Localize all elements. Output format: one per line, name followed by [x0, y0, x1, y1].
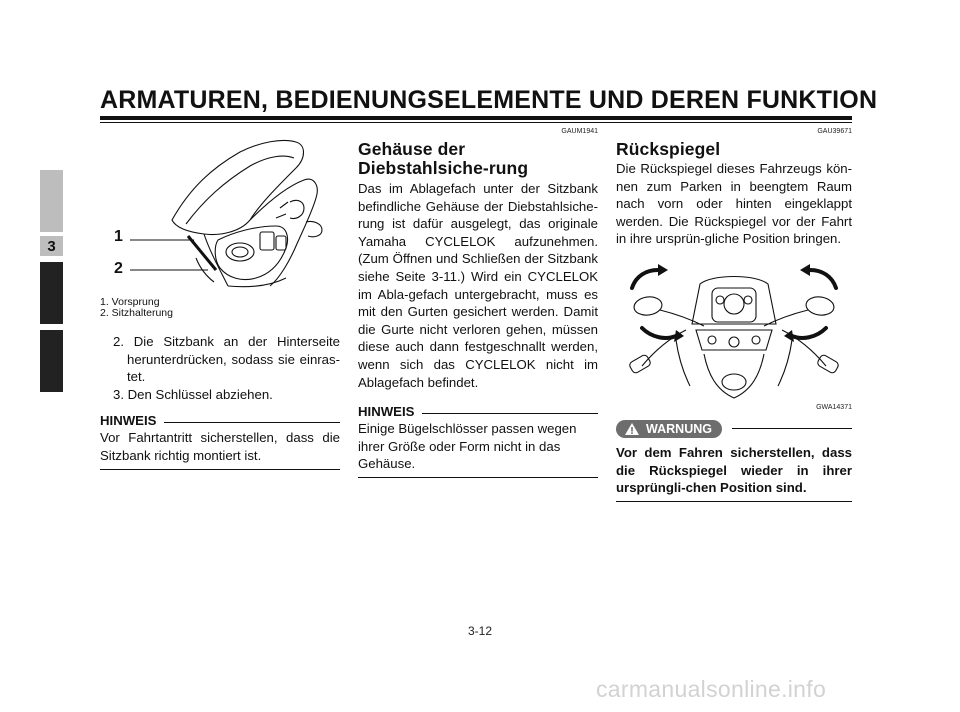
- column-2: [358, 128, 598, 478]
- page-number: 3-12: [467, 624, 493, 638]
- note-heading-row: [358, 403, 598, 420]
- note-box: [358, 403, 598, 478]
- figure-captions: [100, 297, 340, 319]
- callout-label-2: 2: [114, 260, 123, 277]
- mirror-illustration: [616, 254, 852, 402]
- column-3: [616, 128, 852, 502]
- section-code: GAU39671: [817, 128, 852, 135]
- chapter-tab-4: [40, 262, 63, 324]
- section-body: Das im Ablagefach unter der Sitzbank befindliche Gehäuse der Diebstahlsiche-rung ist dafür ausgelegt, das originale Yamaha CYCLELOK aufzunehmen. (Zum Öffnen und Schließen der Sitzbank siehe Seite 3-11.) Wird ein CYCLELOK im Abla-gefach untergebracht, muss es mit den Gurten gesichert werden. Damit die Gurte nicht verloren gehen, müssen diese auch dann festgeschnallt werden, wenn sich das CYCLELOK nicht im Ablagefach befindet.: [358, 181, 598, 390]
- warning-heading-row: [616, 420, 852, 438]
- warning-text: Vor dem Fahren sicherstellen, dass die Rückspiegel wieder in ihrer ursprüngli-chen Position sind.: [616, 444, 852, 496]
- column-1: [100, 128, 340, 470]
- caption-item: 1. Vorsprung: [100, 296, 160, 308]
- note-heading: HINWEIS: [100, 413, 157, 429]
- warning-label: WARNUNG: [646, 421, 712, 436]
- seat-holder-illustration: [100, 128, 340, 292]
- note-text: Vor Fahrtantritt sicherstellen, dass die Sitzbank richtig montiert ist.: [100, 430, 340, 463]
- warning-triangle-icon: [624, 422, 640, 436]
- note-heading-rule: [164, 422, 340, 423]
- section-heading: Rückspiegel: [616, 139, 721, 159]
- section-code: GAUM1941: [561, 128, 598, 135]
- warning-code: GWA14371: [816, 403, 852, 411]
- step-item: 2. Die Sitzbank an der Hinterseite herunterdrücken, sodass sie einras-tet.: [113, 334, 340, 385]
- note-heading-row: [100, 412, 340, 429]
- header-rule-thin: [100, 122, 852, 123]
- watermark: carmanualsonline.info: [596, 676, 827, 702]
- caption-item: 2. Sitzhalterung: [100, 307, 173, 319]
- callout-label-1: 1: [114, 228, 123, 245]
- header-rule: [100, 116, 852, 120]
- chapter-tab-5: [40, 330, 63, 392]
- section-body: Die Rückspiegel dieses Fahrzeugs kön-nen zum Parken in beengtem Raum nach vorn oder hinten eingeklappt werden. Die Rückspiegel vor der Fahrt in ihre ursprün-gliche Position bringen.: [616, 161, 852, 247]
- note-text: Einige Bügelschlösser passen wegen ihrer Größe oder Form nicht in das Gehäuse.: [358, 421, 577, 472]
- step-list: [100, 333, 340, 403]
- chapter-tab-2: [40, 170, 63, 232]
- section-heading: Gehäuse der Diebstahlsiche-rung: [358, 139, 529, 178]
- page-header-title: ARMATUREN, BEDIENUNGSELEMENTE UND DEREN FUNKTION: [100, 86, 878, 114]
- step-item: 3. Den Schlüssel abziehen.: [113, 386, 273, 402]
- note-end-rule: [358, 477, 598, 478]
- warning-end-rule: [616, 501, 852, 502]
- note-end-rule: [100, 469, 340, 470]
- chapter-tab-number: 3: [47, 238, 56, 255]
- note-heading: HINWEIS: [358, 404, 415, 420]
- note-heading-rule: [422, 413, 598, 414]
- note-box: [100, 412, 340, 469]
- warning-heading-rule: [732, 428, 852, 429]
- warning-badge: [616, 420, 722, 438]
